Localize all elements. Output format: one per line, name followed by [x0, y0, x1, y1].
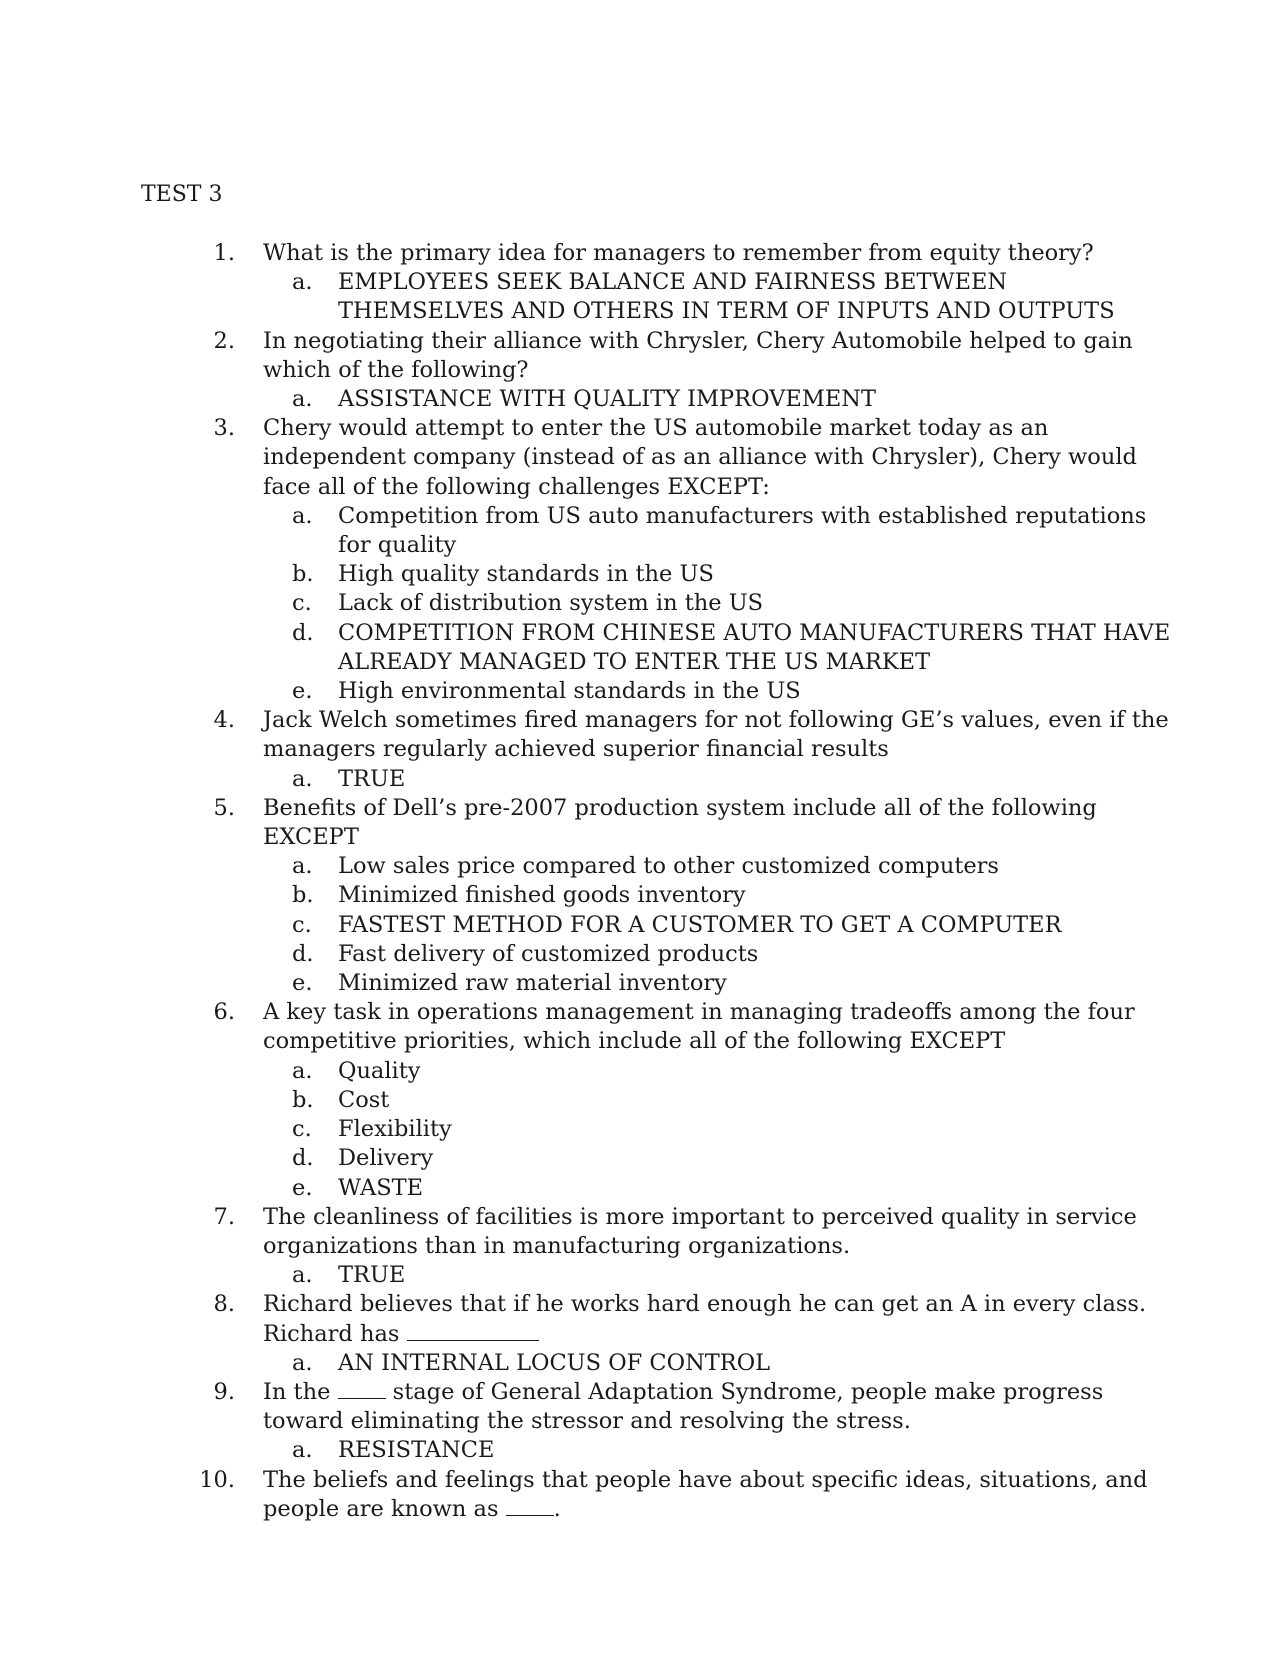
answer-option: [263, 619, 1180, 677]
answer-options: [263, 1261, 1180, 1290]
question-number: 4.: [213, 707, 235, 734]
option-letter: b.: [292, 561, 314, 588]
answer-option: [263, 268, 1180, 326]
answer-option: [263, 1436, 1180, 1465]
option-letter: e.: [292, 1174, 313, 1201]
option-text: AN INTERNAL LOCUS OF CONTROL: [338, 1349, 771, 1376]
option-letter: d.: [292, 619, 314, 646]
question-6: [0, 998, 1280, 1202]
question-number: 2.: [213, 327, 235, 354]
question-text: [263, 1466, 1180, 1524]
option-letter: e.: [292, 678, 313, 705]
answer-option: [263, 677, 1180, 706]
question-text-after: .: [553, 1495, 561, 1522]
option-letter: c.: [292, 1116, 312, 1143]
question-text-before: In the: [263, 1378, 338, 1405]
option-text: Competition from US auto manufacturers with established reputations for quality: [338, 502, 1147, 559]
option-letter: d.: [292, 1145, 314, 1172]
question-3: [0, 414, 1280, 706]
question-text: [263, 1378, 1180, 1436]
answer-option: [263, 1144, 1180, 1173]
option-text: Delivery: [338, 1145, 434, 1172]
option-text: Low sales price compared to other customized computers: [338, 853, 999, 880]
question-4: [0, 706, 1280, 794]
question-number: 6.: [213, 999, 235, 1026]
answer-option: [263, 1057, 1180, 1086]
option-letter: a.: [292, 502, 313, 529]
question-number: 8.: [213, 1291, 235, 1318]
answer-option: [263, 385, 1180, 414]
option-letter: a.: [292, 853, 313, 880]
question-text: In negotiating their alliance with Chrysler, Chery Automobile helped to gain which of the following?: [263, 327, 1133, 383]
answer-option: [263, 1349, 1180, 1378]
option-text: Cost: [338, 1086, 390, 1113]
option-text: Fast delivery of customized products: [338, 940, 759, 967]
option-text: FASTEST METHOD FOR A CUSTOMER TO GET A COMPUTER: [338, 911, 1062, 938]
option-letter: a.: [292, 1437, 313, 1464]
question-text: The cleanliness of facilities is more important to perceived quality in service organizations than in manufacturing organizations.: [263, 1203, 1137, 1259]
question-text: A key task in operations management in managing tradeoffs among the four competitive priorities, which include all of the following EXCEPT: [263, 999, 1135, 1055]
question-text: Chery would attempt to enter the US automobile market today as an independent company (instead of as an alliance with Chrysler), Chery would face all of the following challenges EXCEPT:: [263, 415, 1137, 500]
option-text: WASTE: [338, 1174, 424, 1201]
option-text: Minimized raw material inventory: [338, 970, 727, 997]
question-text: Benefits of Dell’s pre-2007 production system include all of the following EXCEPT: [263, 794, 1097, 851]
answer-option: [263, 940, 1180, 969]
answer-option: [263, 1261, 1180, 1290]
option-letter: e.: [292, 970, 313, 997]
answer-option: [263, 589, 1180, 618]
option-letter: a.: [292, 1057, 313, 1084]
option-text: High quality standards in the US: [338, 561, 714, 588]
question-text-before: Richard believes that if he works hard enough he can get an A in every class. Richard has: [263, 1291, 1147, 1347]
option-letter: a.: [292, 1262, 313, 1289]
answer-option: [263, 1174, 1180, 1203]
answer-options: [263, 765, 1180, 794]
question-list: [0, 239, 1280, 1524]
fill-in-blank: [338, 1378, 386, 1399]
answer-option: [263, 1086, 1180, 1115]
answer-options: [263, 852, 1180, 998]
question-text: [263, 1290, 1180, 1348]
answer-options: [263, 268, 1180, 326]
option-letter: a.: [292, 269, 313, 296]
answer-option: [263, 911, 1180, 940]
option-letter: c.: [292, 911, 312, 938]
option-text: TRUE: [338, 1262, 406, 1289]
question-number: 9.: [213, 1378, 235, 1405]
option-letter: c.: [292, 590, 312, 617]
answer-option: [263, 969, 1180, 998]
option-text: TRUE: [338, 765, 406, 792]
option-text: Quality: [338, 1057, 421, 1084]
question-number: 10.: [199, 1466, 235, 1493]
question-9: [0, 1378, 1280, 1466]
option-text: Minimized finished goods inventory: [338, 882, 746, 909]
question-10: [0, 1466, 1280, 1524]
option-letter: b.: [292, 882, 314, 909]
option-text: Lack of distribution system in the US: [338, 590, 764, 617]
question-text-after: stage of General Adaptation Syndrome, people make progress toward eliminating the stressor and resolving the stress.: [263, 1378, 1104, 1435]
question-number: 3.: [213, 415, 235, 442]
option-text: Flexibility: [338, 1116, 452, 1143]
question-7: [0, 1203, 1280, 1291]
answer-options: [263, 502, 1180, 706]
answer-option: [263, 502, 1180, 560]
option-text: High environmental standards in the US: [338, 678, 801, 705]
question-number: 5.: [213, 794, 235, 821]
answer-options: [263, 1349, 1180, 1378]
option-letter: d.: [292, 940, 314, 967]
answer-options: [263, 1436, 1180, 1465]
question-number: 1.: [213, 240, 235, 266]
option-text: COMPETITION FROM CHINESE AUTO MANUFACTURERS THAT HAVE ALREADY MANAGED TO ENTER THE US MARKET: [338, 619, 1171, 675]
answer-option: [263, 881, 1180, 910]
option-letter: a.: [292, 386, 313, 413]
answer-option: [263, 1115, 1180, 1144]
question-5: [0, 794, 1280, 998]
option-letter: a.: [292, 765, 313, 792]
question-2: [0, 327, 1280, 415]
option-text: ASSISTANCE WITH QUALITY IMPROVEMENT: [338, 386, 876, 413]
option-text: EMPLOYEES SEEK BALANCE AND FAIRNESS BETWEEN THEMSELVES AND OTHERS IN TERM OF INPUTS AND OUTPUTS: [338, 269, 1115, 325]
answer-options: [263, 385, 1180, 414]
option-letter: b.: [292, 1086, 314, 1113]
question-text-before: The beliefs and feelings that people have about specific ideas, situations, and people are known as: [263, 1466, 1148, 1522]
question-1: [0, 239, 1280, 327]
option-letter: a.: [292, 1349, 313, 1376]
fill-in-blank: [506, 1495, 554, 1516]
question-text: Jack Welch sometimes fired managers for not following GE’s values, even if the managers regularly achieved superior financial results: [263, 707, 1169, 763]
question-text: What is the primary idea for managers to remember from equity theory?: [263, 240, 1094, 266]
answer-option: [263, 765, 1180, 794]
question-8: [0, 1290, 1280, 1378]
document-title: TEST 3: [141, 182, 223, 207]
fill-in-blank: [407, 1320, 539, 1341]
answer-option: [263, 560, 1180, 589]
question-number: 7.: [213, 1203, 235, 1230]
answer-options: [263, 1057, 1180, 1203]
answer-option: [263, 852, 1180, 881]
option-text: RESISTANCE: [338, 1437, 495, 1464]
